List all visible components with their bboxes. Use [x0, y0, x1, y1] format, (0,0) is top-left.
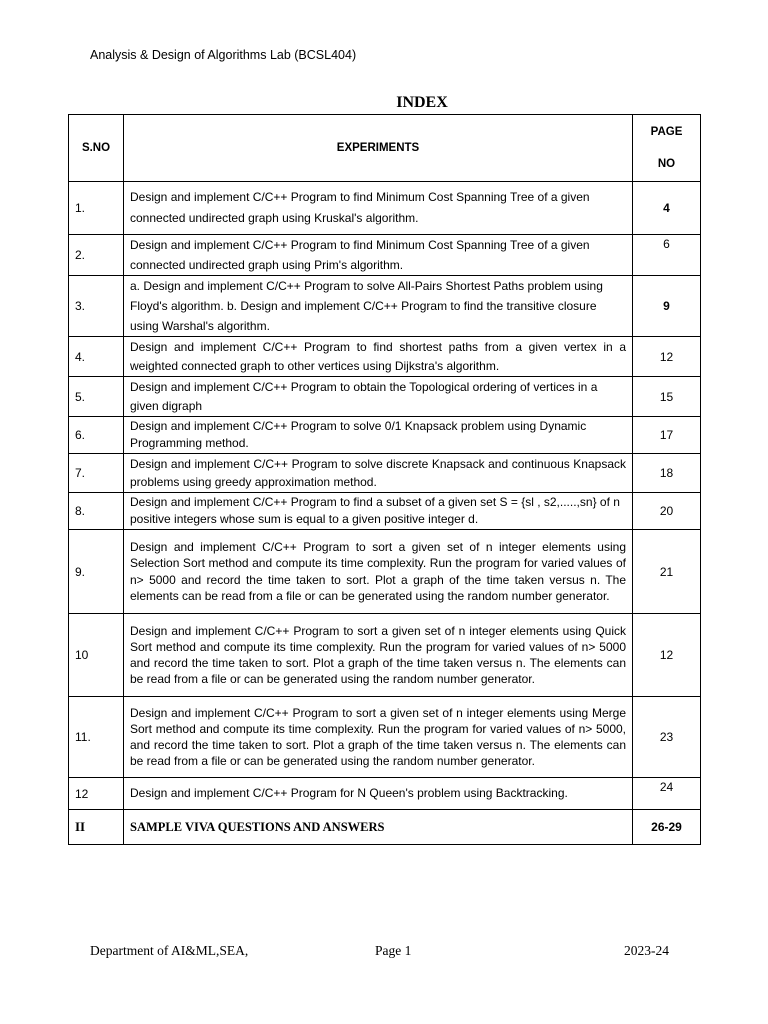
row-page: 23	[633, 697, 701, 778]
row-page: 21	[633, 530, 701, 614]
row-experiment: Design and implement C/C++ Program to sort a given set of n integer elements using Merge Sort method and compute its time complexity. Run the program for varied values of n> 5000, and record the time taken to sort. Plot a graph of the time taken versus n. The elements can be read from a file or can be generated using the random number generator.	[124, 697, 633, 778]
row-experiment: Design and implement C/C++ Program to solve discrete Knapsack and continuous Knapsack problems using greedy approximation method.	[124, 454, 633, 493]
table-row	[69, 417, 701, 454]
row-sno: 1.	[69, 182, 124, 235]
index-table	[68, 114, 701, 845]
row-page: 12	[633, 614, 701, 697]
row-sno: 6.	[69, 417, 124, 454]
row-experiment: Design and implement C/C++ Program to find Minimum Cost Spanning Tree of a given connected undirected graph using Prim's algorithm.	[124, 235, 633, 276]
table-row	[69, 182, 701, 235]
table-row	[69, 614, 701, 697]
row-page: 4	[633, 182, 701, 235]
row-experiment: Design and implement C/C++ Program to find Minimum Cost Spanning Tree of a given connected undirected graph using Kruskal's algorithm.	[124, 182, 633, 235]
table-row	[69, 530, 701, 614]
row-sno: 9.	[69, 530, 124, 614]
footer-year: 2023-24	[624, 943, 669, 958]
footer-page-number: Page 1	[375, 943, 412, 958]
row-sno: 5.	[69, 377, 124, 417]
footer-department: Department of AI&ML,SEA,	[90, 943, 249, 958]
row-experiment: Design and implement C/C++ Program for N Queen's problem using Backtracking.	[124, 778, 633, 810]
row-sno: 3.	[69, 276, 124, 337]
row-page: 20	[633, 493, 701, 530]
row-sno: 8.	[69, 493, 124, 530]
table-header-row	[69, 115, 701, 182]
table-row	[69, 337, 701, 377]
row-experiment: Design and implement C/C++ Program to find a subset of a given set S = {sl , s2,.....,sn} of n positive integers whose sum is equal to a given positive integer d.	[124, 493, 633, 530]
row-experiment: Design and implement C/C++ Program to obtain the Topological ordering of vertices in a given digraph	[124, 377, 633, 417]
header-page-no	[633, 115, 701, 182]
table-row	[69, 778, 701, 810]
row-page: 6	[633, 235, 701, 276]
row-sno: 10	[69, 614, 124, 697]
row-sno: 7.	[69, 454, 124, 493]
index-title: INDEX	[396, 94, 448, 111]
row-sno: 2.	[69, 235, 124, 276]
table-row	[69, 276, 701, 337]
row-page: 15	[633, 377, 701, 417]
row-sno: 4.	[69, 337, 124, 377]
table-row	[69, 697, 701, 778]
row-page: 9	[633, 276, 701, 337]
row-sno: 12	[69, 778, 124, 810]
row-experiment: Design and implement C/C++ Program to sort a given set of n integer elements using Selection Sort method and compute its time complexity. Run the program for varied values of n> 5000 and record the time taken to sort. Plot a graph of the time taken versus n. The elements can be read from a file or can be generated using the random number generator.	[124, 530, 633, 614]
header-page-line1: PAGE	[650, 126, 683, 138]
row-experiment: Design and implement C/C++ Program to find shortest paths from a given vertex in a weighted connected graph to other vertices using Dijkstra's algorithm.	[124, 337, 633, 377]
row-page: 26-29	[633, 810, 701, 845]
row-page: 18	[633, 454, 701, 493]
row-experiment: SAMPLE VIVA QUESTIONS AND ANSWERS	[124, 810, 633, 845]
table-row	[69, 235, 701, 276]
row-experiment: a. Design and implement C/C++ Program to solve All-Pairs Shortest Paths problem using Floyd's algorithm. b. Design and implement C/C++ Program to find the transitive closure using Warshal's algorithm.	[124, 276, 633, 337]
table-row-viva	[69, 810, 701, 845]
row-page: 12	[633, 337, 701, 377]
row-page: 17	[633, 417, 701, 454]
row-sno: 11.	[69, 697, 124, 778]
row-experiment: Design and implement C/C++ Program to solve 0/1 Knapsack problem using Dynamic Programming method.	[124, 417, 633, 454]
table-row	[69, 377, 701, 417]
header-page-line2: NO	[657, 158, 676, 170]
row-experiment: Design and implement C/C++ Program to sort a given set of n integer elements using Quick Sort method and compute its time complexity. Run the program for varied values of n> 5000 and record the time taken to sort. Plot a graph of the time taken versus n. The elements can be read from a file or can be generated using the random number generator.	[124, 614, 633, 697]
row-page: 24	[633, 778, 701, 810]
row-sno: II	[69, 810, 124, 845]
table-row	[69, 454, 701, 493]
header-sno: S.NO	[69, 115, 124, 182]
header-experiments: EXPERIMENTS	[124, 115, 633, 182]
running-header: Analysis & Design of Algorithms Lab (BCSL404)	[90, 48, 357, 62]
table-row	[69, 493, 701, 530]
